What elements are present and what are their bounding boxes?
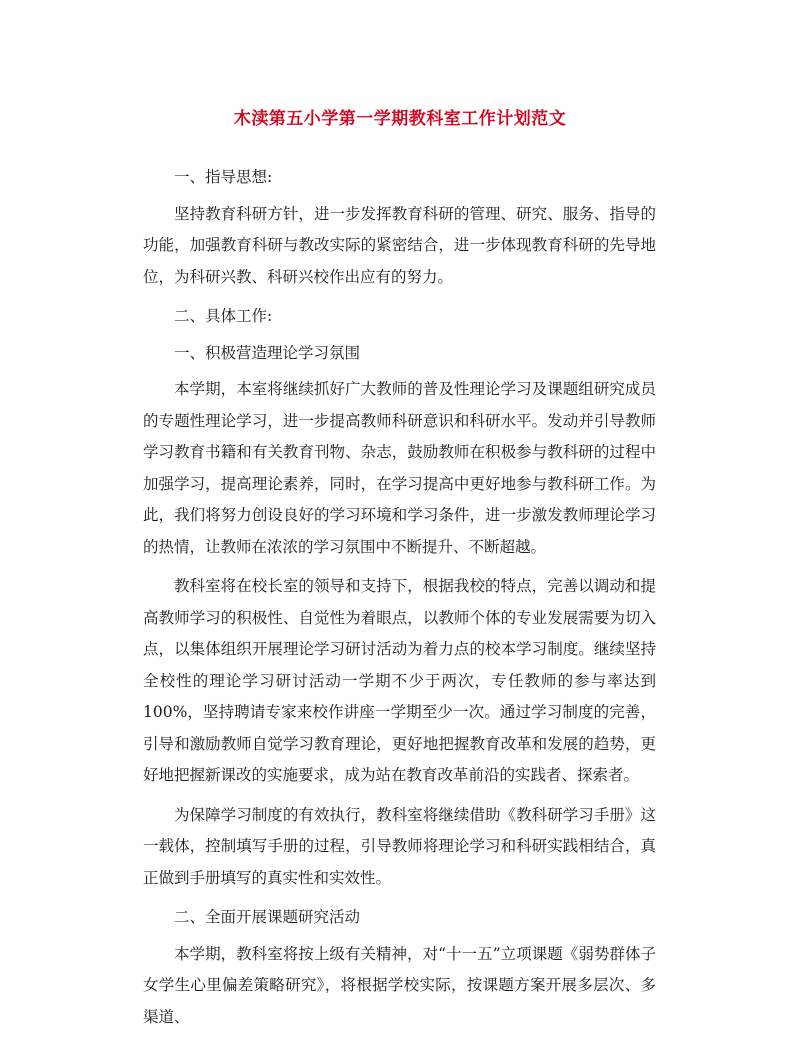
paragraph-project-research: 本学期，教科室将按上级有关精神，对“十一五”立项课题《弱势群体子女学生心里偏差策略研究》，将根据学校实际，按课题方案开展多层次、多渠道、 <box>143 944 656 1026</box>
document-body <box>143 162 656 1041</box>
section-heading-guiding-thought: 一、指导思想: <box>174 168 273 186</box>
section-heading-specific-work: 二、具体工作: <box>174 307 273 325</box>
subsection-heading-theory-study: 一、积极营造理论学习氛围 <box>174 343 361 362</box>
document-title: 木渎第五小学第一学期教科室工作计划范文 <box>233 109 567 129</box>
paragraph-theory-study-2: 教科室将在校长室的领导和支持下，根据我校的特点，完善以调动和提高教师学习的积极性、自觉性为着眼点，以教师个体的专业发展需要为切入点，以集体组织开展理论学习研讨活动为着力点的校本学习制度。继续坚持全校性的理论学习研讨活动一学期不少于两次，专任教师的参与率达到 100%，坚持聘请专家来校作讲座一学期至少一次。通过学习制度的完善，引导和激励教师自觉学习教育理论，更好地把握教育改革和发展的趋势，更好地把握新课改的实施要求，成为站在教育改革前沿的实践者、探索者。 <box>143 577 656 784</box>
paragraph-theory-study-3: 为保障学习制度的有效执行，教科室将继续借助《教科研学习手册》这一载体，控制填写手册的过程，引导教师将理论学习和科研实践相结合，真正做到手册填写的真实性和实效性。 <box>143 805 656 887</box>
subsection-heading-project-research: 二、全面开展课题研究活动 <box>174 908 361 926</box>
paragraph-guiding-thought: 坚持教育科研方针，进一步发挥教育科研的管理、研究、服务、指导的功能，加强教育科研与教改实际的紧密结合，进一步体现教育科研的先导地位，为科研兴教、科研兴校作出应有的努力。 <box>143 204 656 286</box>
paragraph-theory-study-1: 本学期，本室将继续抓好广大教师的普及性理论学习及课题组研究成员的专题性理论学习，进一步提高教师科研意识和科研水平。发动并引导教师学习教育书籍和有关教育刊物、杂志，鼓励教师在积极参与教科研的过程中加强学习，提高理论素养，同时，在学习提高中更好地参与教科研工作。为此，我们将努力创设良好的学习环境和学习条件，进一步激发教师理论学习的热情，让教师在浓浓的学习氛围中不断提升、不断超越。 <box>143 380 656 556</box>
